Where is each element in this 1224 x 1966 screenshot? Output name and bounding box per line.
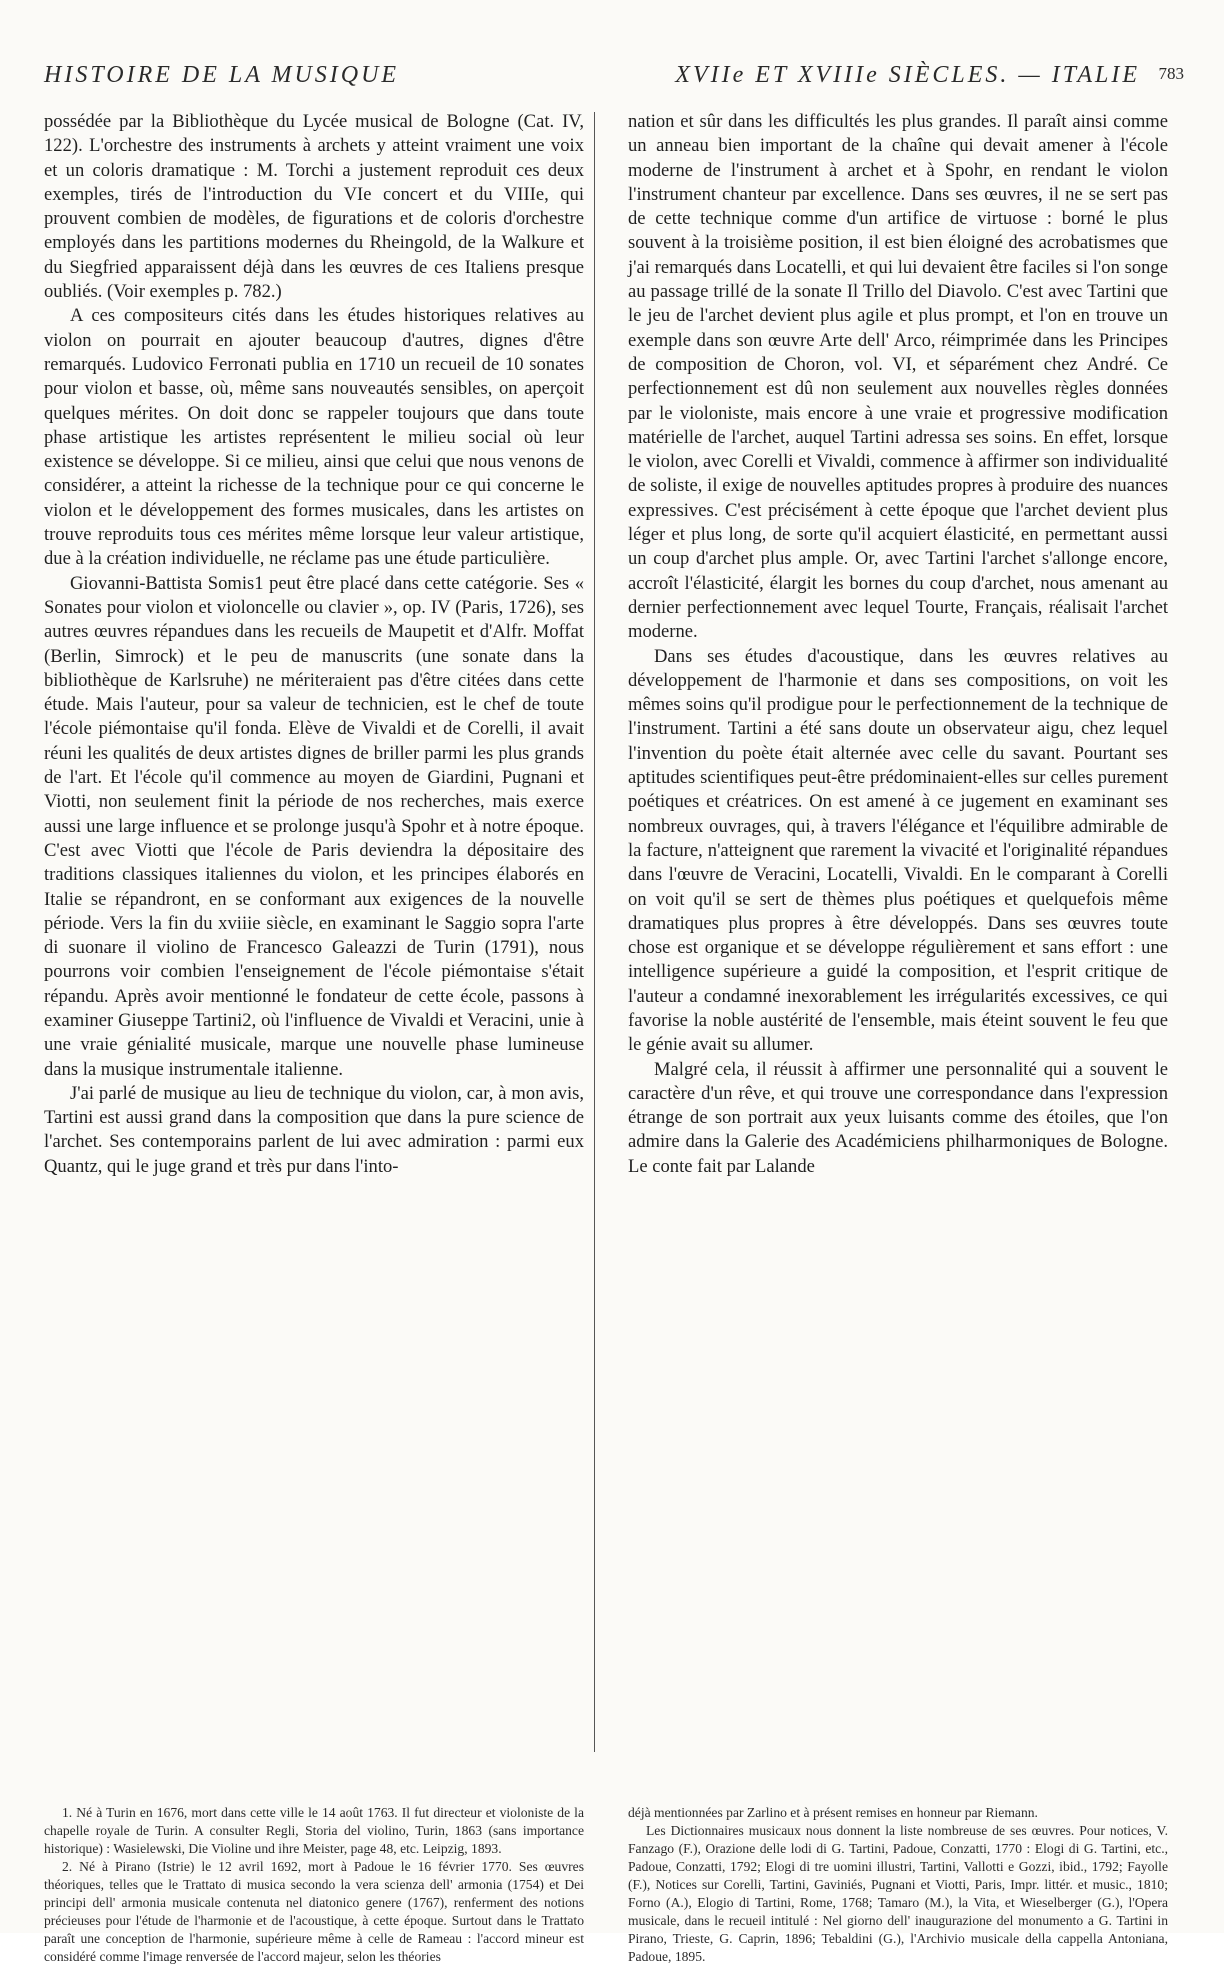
page-number: 783 (1158, 64, 1184, 83)
paragraph: J'ai parlé de musique au lieu de technique du violon, car, à mon avis, Tartini est aussi grand dans la composition que dans la pure science de l'archet. Ses contemporains parlent de lui avec admiration : parmi eux Quantz, qui le juge grand et très pur dans l'into- (44, 1082, 584, 1177)
paragraph: nation et sûr dans les difficultés les plus grandes. Il paraît ainsi comme un anneau bien important de la chaîne qui devait amener à l'école moderne de l'instrument à archet et à Spohr, en rendant le violon l'instrument chanteur par excellence. Dans ses œuvres, il ne se sert pas de cette technique comme d'un artifice de virtuose : borné le plus souvent à la troisième position, il est bien éloigné des acrobatismes que j'ai remarqués dans Locatelli, et qui lui devaient être faciles si l'on songe au passage trillé de la sonate Il Trillo del Diavolo. C'est avec Tartini que le jeu de l'archet devient plus agile et plus prompt, et l'on en trouve un exemple dans son œuvre Arte dell' Arco, réimprimée dans les Principes de composition de Choron, vol. VI, et séparément chez André. Ce perfectionnement est dû non seulement aux nouvelles règles données par le violoniste, mais encore à une vraie et progressive modification matérielle de l'archet, auquel Tartini adressa ses soins. En effet, lorsque le violon, avec Corelli et Vivaldi, commence à affirmer son individualité de soliste, il exige de nouvelles aptitudes propres à produire des nuances expressives. C'est précisément à cette époque que l'archet devient plus léger et plus long, de sorte qu'il acquiert élasticité, en permettant aussi un coup d'archet plus ample. Or, avec Tartini l'archet s'allonge encore, accroît l'élasticité, élargit les bornes du coup d'archet, nous amenant au dernier perfectionnement avec lequel Tourte, Français, réalisait l'archet moderne. (628, 111, 1168, 643)
header-left-title: HISTOIRE DE LA MUSIQUE (44, 62, 400, 88)
left-column (44, 110, 584, 1179)
paragraph: Giovanni-Battista Somis1 peut être placé dans cette catégorie. Ses « Sonates pour violon et violoncelle ou clavier », op. IV (Paris, 1726), ses autres œuvres répandues dans les recueils de Maupetit et d'Alfr. Moffat (Berlin, Simrock) et le peu de manuscrits (une sonate dans la bibliothèque de Karlsruhe) ne mériteraient pas d'être citées dans cette étude. Mais l'auteur, pour sa valeur de technicien, est le chef de toute l'école piémontaise qu'il fonda. Elève de Vivaldi et de Corelli, il avait réuni les qualités de deux artistes dignes de briller parmi les plus grands de l'art. Et l'école qu'il commence au moyen de Giardini, Pugnani et Viotti, non seulement finit la période de nos recherches, mais exerce aussi une large influence et se prolonge jusqu'à Spohr et à notre époque. C'est avec Viotti que l'école de Paris deviendra la dépositaire des traditions classiques italiennes du violon, et les principes élaborés en Italie se répandront, en se conformant aux exigences de la nouvelle période. Vers la fin du xviiie siècle, en examinant le Saggio sopra l'arte di suonare il violino de Francesco Galeazzi de Turin (1791), nous pourrons voir combien l'enseignement de l'école piémontaise s'était répandu. Après avoir mentionné le fondateur de cette école, passons à examiner Giuseppe Tartini2, où l'influence de Vivaldi et Veracini, unie à une vraie génialité musicale, marque une nouvelle phase lumineuse dans la musique instrumentale italienne. (44, 572, 584, 1080)
paragraph: A ces compositeurs cités dans les études historiques relatives au violon on pourrait en ajouter beaucoup d'autres, dignes d'être remarqués. Ludovico Ferronati publia en 1710 un recueil de 10 sonates pour violon et basse, où, même sans nouveautés sensibles, on aperçoit quelques mérites. On doit donc se rappeler toujours que dans toute phase artistique les artistes représentent le milieu social où leur existence se développe. Si ce milieu, ainsi que celui que nous venons de considérer, a atteint la richesse de la technique pour ce qui concerne le violon et le développement des formes musicales, dans les artistes on trouve reproduits tous ces mérites même lorsque leur valeur artistique, due à la création individuelle, ne réclame pas une étude particulière. (44, 305, 584, 570)
footnote-continuation: déjà mentionnées par Zarlino et à présent remises en honneur par Riemann. (628, 1805, 1038, 1820)
paragraph: Dans ses études d'acoustique, dans les œuvres relatives au développement de l'harmonie et dans ses compositions, on voit les mêmes soins qu'il prodigue pour le perfectionnement de la technique de l'instrument. Tartini a été sans doute un observateur aigu, chez lequel l'invention du poète était alternée avec celle du savant. Pourtant ses aptitudes scientifiques peut-être prédominaient-elles sur celles purement poétiques et créatrices. On est amené à ce jugement en examinant ses nombreux ouvrages, qui, à travers l'élégance et l'équilibre admirable de la facture, n'atteignent que rarement la vivacité et l'originalité répandues dans l'œuvre de Veracini, Locatelli, Vivaldi. En le comparant à Corelli on voit qu'il se sert de thèmes plus poétiques et quelquefois même dramatiques plus propres à être développés. Dans ses œuvres toute chose est organique et se développe régulièrement et sans effort : une intelligence supérieure a guidé la composition, et l'esprit critique de l'auteur a condamné inexorablement les irrégularités excessives, ce qui favorise la noble austérité de l'ensemble, mais éteint souvent le feu que le génie avait su allumer. (628, 645, 1168, 1056)
column-divider (594, 112, 595, 1752)
footnotes-left (44, 1804, 584, 1966)
header-right-title: XVIIe ET XVIIIe SIÈCLES. — ITALIE (675, 62, 1140, 88)
right-column (628, 110, 1168, 1179)
footnotes-right (628, 1804, 1168, 1966)
footnote: Les Dictionnaires musicaux nous donnent la liste nombreuse de ses œuvres. Pour notices, V. Fanzago (F.), Orazione delle lodi di G. Tartini, Padoue, Conzatti, 1770 : Elogi di G. Tartini, etc., Padoue, Conzatti, 1792; Elogi di tre uomini illustri, Tartini, Vallotti e Gozzi, ibid., 1792; Fayolle (F.), Notices sur Corelli, Tartini, Gaviniés, Pugnani et Viotti, Paris, Impr. littér. et music., 1810; Forno (A.), Elogio di Tartini, Rome, 1768; Tamaro (M.), la Vita, et Wieselberger (G.), l'Opera musicale, dans le recueil intitulé : Nel giorno dell' inaugurazione del monumento a G. Tartini in Pirano, Trieste, G. Caprin, 1896; Tebaldini (G.), l'Archivio musicale della cappella Antoniana, Padoue, 1895. (628, 1823, 1168, 1964)
running-header (44, 62, 1184, 92)
footnote: 2. Né à Pirano (Istrie) le 12 avril 1692, mort à Padoue le 16 février 1770. Ses œuvres théoriques, telles que le Trattato di musica secondo la vera scienza dell' armonia (1754) et Dei principi dell' armonia musicale contenuta nel diatonico genere (1767), renferment des notions précieuses pour l'étude de l'harmonie et de l'acoustique, à cette époque. Surtout dans le Trattato paraît une conception de l'harmonie, supérieure même à celle de Rameau : l'accord mineur est considéré comme l'image renversée de l'accord majeur, selon les théories (44, 1859, 584, 1964)
paragraph: Malgré cela, il réussit à affirmer une personnalité qui a souvent le caractère d'un rêve, et qui trouve une correspondance dans l'expression étrange de son portrait aux yeux luisants comme des étoiles, que l'on admire dans la Galerie des Académiciens philharmoniques de Bologne. Le conte fait par Lalande (628, 1058, 1168, 1177)
paragraph: possédée par la Bibliothèque du Lycée musical de Bologne (Cat. IV, 122). L'orchestre des instruments à archets y atteint vraiment une voix et un coloris dramatique : M. Torchi a justement reproduit ces deux exemples, tirés de l'introduction du VIe concert et du VIIIe, qui prouvent combien de modèles, de figurations et de coloris d'orchestre employés dans les partitions modernes du Rheingold, de la Walkure et du Siegfried apparaissent déjà dans les œuvres de ces Italiens presque oubliés. (Voir exemples p. 782.) (44, 111, 584, 303)
footnote: 1. Né à Turin en 1676, mort dans cette ville le 14 août 1763. Il fut directeur et violoniste de la chapelle royale de Turin. A consulter Regli, Storia del violino, Turin, 1863 (sans importance historique) : Wasielewski, Die Violine und ihre Meister, page 48, etc. Leipzig, 1893. (44, 1805, 584, 1856)
